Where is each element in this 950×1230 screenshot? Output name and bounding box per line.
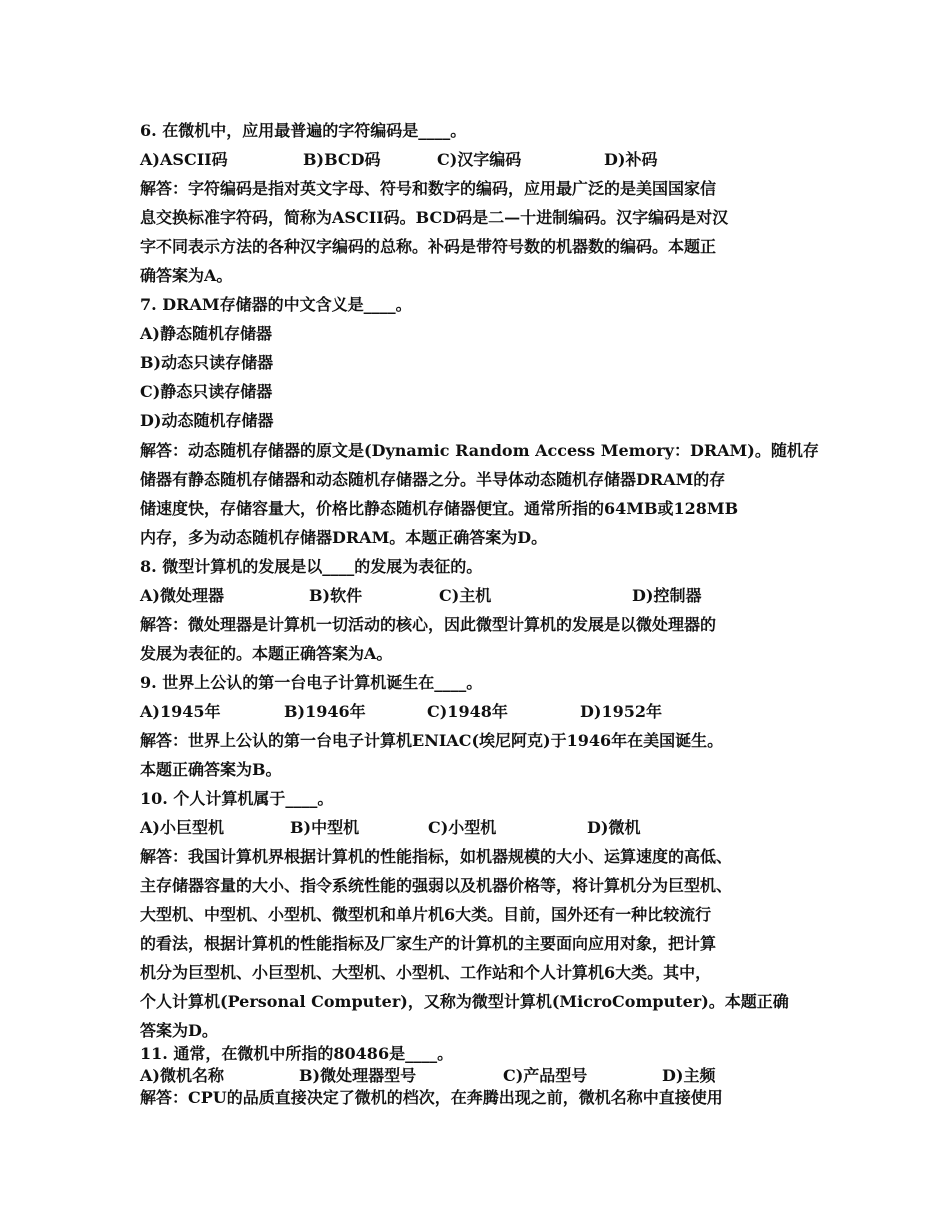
option-b: B)BCD码 — [303, 150, 381, 169]
option-d: D)微机 — [587, 818, 641, 837]
option-b: B)1946年 — [284, 702, 366, 721]
question-9-options — [0, 700, 950, 724]
question-6-stem: 6. 在微机中，应用最普遍的字符编码是____。 — [140, 121, 467, 140]
option-b: B)软件 — [309, 586, 363, 605]
option-a: A)ASCII码 — [140, 150, 228, 169]
option-a: A)微处理器 — [140, 586, 224, 605]
explanation-line: 个人计算机(Personal Computer)，又称为微型计算机(MicroComputer)。本题正确 — [140, 992, 789, 1011]
explanation-line: 解答：动态随机存储器的原文是(Dynamic Random Access Memory：DRAM)。随机存 — [140, 441, 819, 460]
explanation-line: 大型机、中型机、小型机、微型机和单片机6大类。目前，国外还有一种比较流行 — [140, 905, 712, 924]
option-c: C)产品型号 — [503, 1066, 588, 1085]
explanation-line: 息交换标准字符码，简称为ASCII码。BCD码是二—十进制编码。汉字编码是对汉 — [140, 208, 729, 227]
question-8-stem: 8. 微型计算机的发展是以____的发展为表征的。 — [140, 557, 483, 576]
option-b: B)中型机 — [290, 818, 360, 837]
explanation-line: 内存，多为动态随机存储器DRAM。本题正确答案为D。 — [140, 528, 548, 547]
option-c: C)1948年 — [427, 702, 508, 721]
explanation-line: 储器有静态随机存储器和动态随机存储器之分。半导体动态随机存储器DRAM的存 — [140, 470, 726, 489]
option-d: D)控制器 — [632, 586, 702, 605]
option-d: D)主频 — [662, 1066, 716, 1085]
option-a: A)微机名称 — [140, 1066, 224, 1085]
question-7-stem: 7. DRAM存储器的中文含义是____。 — [140, 295, 412, 314]
explanation-line: 解答：CPU的品质直接决定了微机的档次，在奔腾出现之前，微机名称中直接使用 — [140, 1088, 723, 1107]
explanation-line: 字不同表示方法的各种汉字编码的总称。补码是带符号数的机器数的编码。本题正 — [140, 237, 717, 256]
option-c: C)汉字编码 — [437, 150, 522, 169]
explanation-line: 储速度快，存储容量大，价格比静态随机存储器便宜。通常所指的64MB或128MB — [140, 499, 739, 518]
option-d: D)1952年 — [580, 702, 662, 721]
explanation-line: 答案为D。 — [140, 1021, 218, 1040]
explanation-line: 解答：字符编码是指对英文字母、符号和数字的编码，应用最广泛的是美国国家信 — [140, 179, 717, 198]
explanation-line: 发展为表征的。本题正确答案为A。 — [140, 644, 393, 663]
option-a: A)1945年 — [140, 702, 221, 721]
option-a: A)静态随机存储器 — [140, 324, 272, 343]
option-c: C)主机 — [439, 586, 492, 605]
option-d: D)补码 — [604, 150, 658, 169]
option-c: C)静态只读存储器 — [140, 382, 273, 401]
explanation-line: 主存储器容量的大小、指令系统性能的强弱以及机器价格等，将计算机分为巨型机、 — [140, 876, 733, 895]
explanation-line: 的看法，根据计算机的性能指标及厂家生产的计算机的主要面向应用对象，把计算 — [140, 934, 717, 953]
question-10-options — [0, 816, 950, 840]
option-b: B)动态只读存储器 — [140, 353, 274, 372]
option-d: D)动态随机存储器 — [140, 411, 274, 430]
question-11-stem: 11. 通常，在微机中所指的80486是____。 — [140, 1044, 454, 1063]
explanation-line: 机分为巨型机、小巨型机、大型机、小型机、工作站和个人计算机6大类。其中， — [140, 963, 712, 982]
option-b: B)微处理器型号 — [299, 1066, 417, 1085]
option-a: A)小巨型机 — [140, 818, 224, 837]
question-9-stem: 9. 世界上公认的第一台电子计算机诞生在____。 — [140, 673, 483, 692]
explanation-line: 解答：世界上公认的第一台电子计算机ENIAC(埃尼阿克)于1946年在美国诞生。 — [140, 731, 724, 750]
question-6-options — [0, 148, 950, 172]
explanation-line: 本题正确答案为B。 — [140, 760, 282, 779]
explanation-line: 解答：我国计算机界根据计算机的性能指标，如机器规模的大小、运算速度的高低、 — [140, 847, 733, 866]
option-c: C)小型机 — [428, 818, 497, 837]
question-8-options — [0, 584, 950, 608]
question-11-options — [0, 1064, 950, 1088]
question-10-stem: 10. 个人计算机属于____。 — [140, 789, 334, 808]
explanation-line: 确答案为A。 — [140, 266, 233, 285]
explanation-line: 解答：微处理器是计算机一切活动的核心，因此微型计算机的发展是以微处理器的 — [140, 615, 717, 634]
